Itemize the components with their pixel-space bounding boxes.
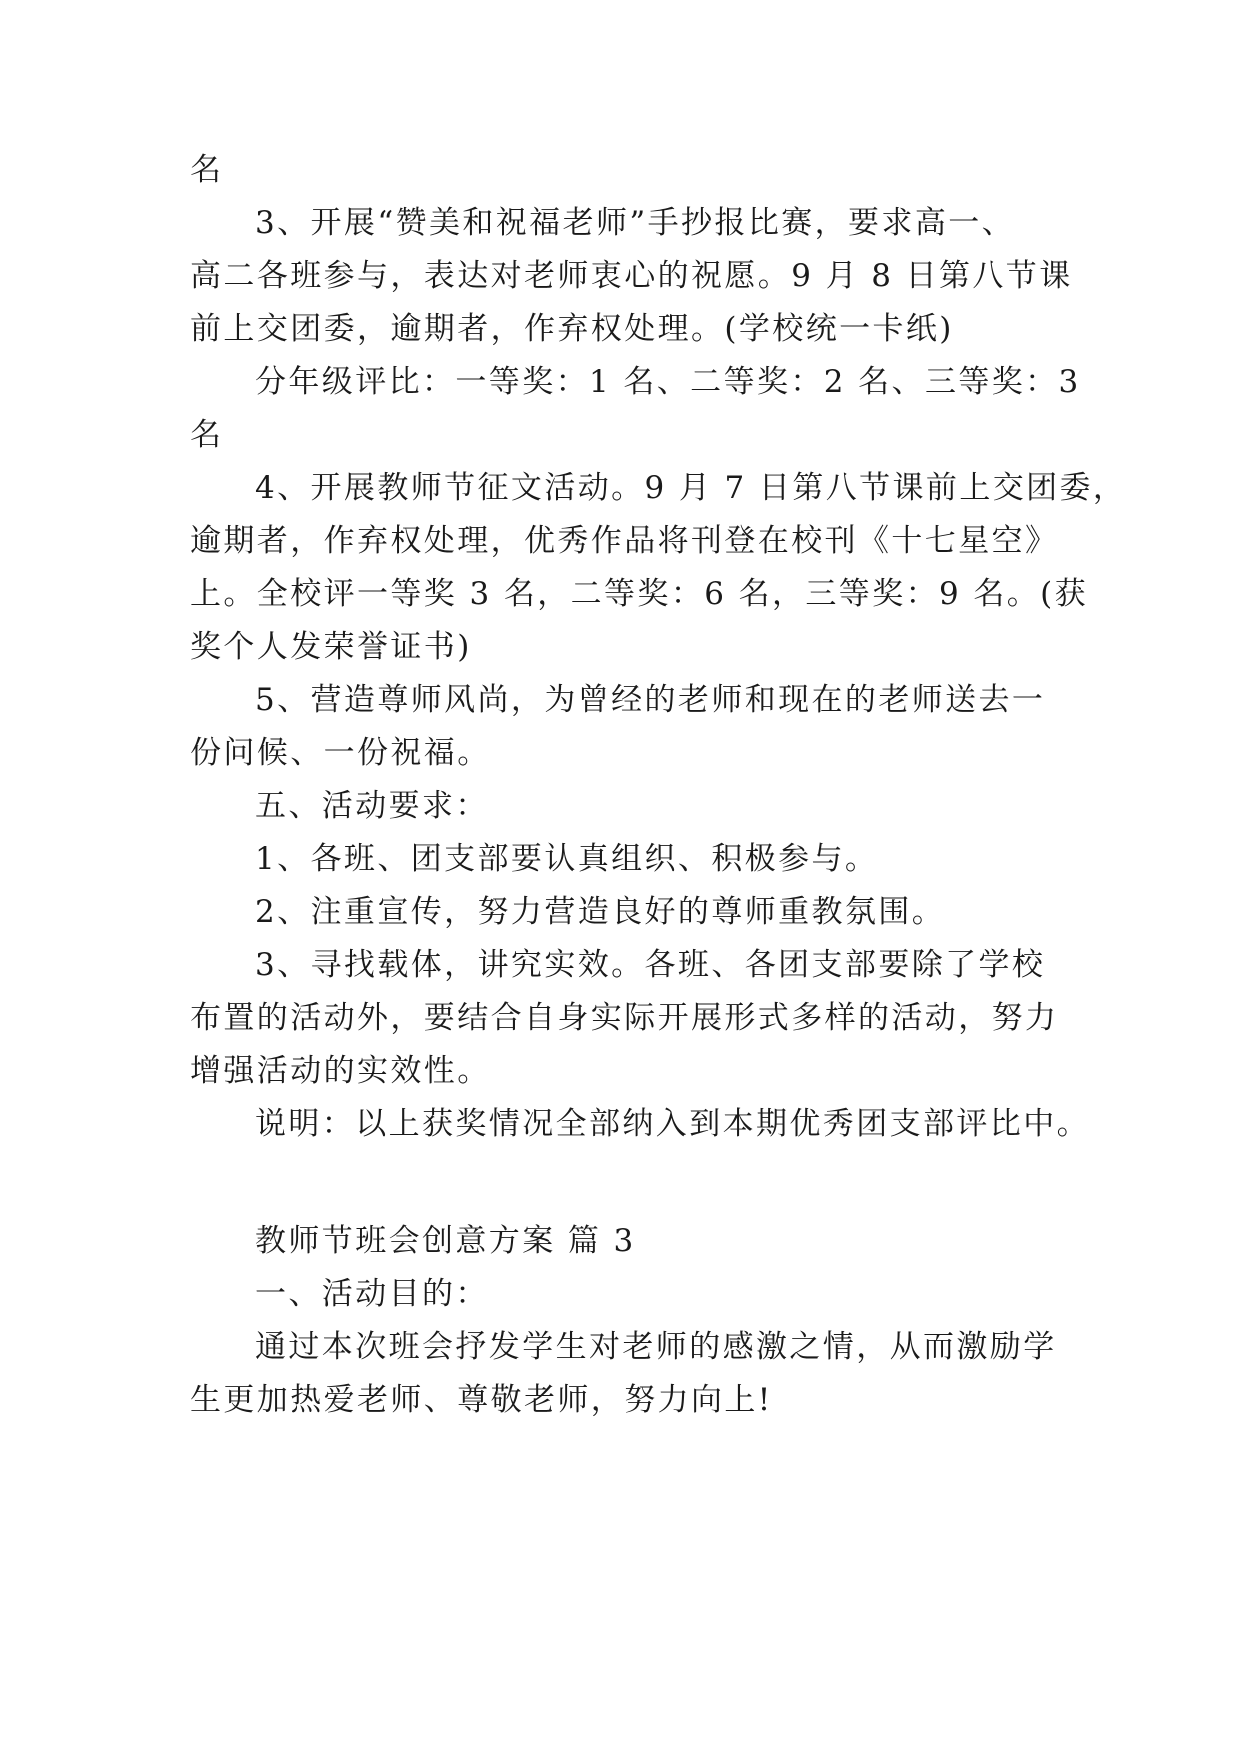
text-line: 名 [190,417,224,453]
text-line: 布置的活动外，要结合自身实际开展形式多样的活动，努力 [190,1000,1059,1036]
text-line: 4、开展教师节征文活动。9 月 7 日第八节课前上交团委， [255,470,1127,506]
text-line: 增强活动的实效性。 [190,1053,491,1089]
text-line: 通过本次班会抒发学生对老师的感激之情，从而激励学 [255,1329,1057,1365]
section-heading: 一、活动目的： [255,1276,489,1312]
text-line: 5、营造尊师风尚，为曾经的老师和现在的老师送去一 [255,682,1046,718]
text-line: 分年级评比：一等奖：1 名、二等奖：2 名、三等奖：3 [255,364,1081,400]
text-line: 前上交团委，逾期者，作弃权处理。(学校统一卡纸) [190,311,954,347]
text-line: 奖个人发荣誉证书) [190,629,472,665]
section-heading: 五、活动要求： [255,788,489,824]
note-line: 说明：以上获奖情况全部纳入到本期优秀团支部评比中。 [255,1106,1090,1142]
text-line: 3、寻找载体，讲究实效。各班、各团支部要除了学校 [255,947,1046,983]
text-line: 份问候、一份祝福。 [190,735,491,771]
text-line: 2、注重宣传，努力营造良好的尊师重教氛围。 [255,894,946,930]
article-title: 教师节班会创意方案 篇 3 [255,1223,636,1259]
text-line: 上。全校评一等奖 3 名，二等奖：6 名，三等奖：9 名。(获 [190,576,1089,612]
text-line: 逾期者，作弃权处理，优秀作品将刊登在校刊《十七星空》 [190,523,1059,559]
text-line: 3、开展“赞美和祝福老师”手抄报比赛，要求高一、 [255,205,1016,241]
text-line: 高二各班参与，表达对老师衷心的祝愿。9 月 8 日第八节课 [190,258,1073,294]
text-line: 生更加热爱老师、尊敬老师，努力向上! [190,1382,773,1418]
text-line: 名 [190,152,224,188]
text-line: 1、各班、团支部要认真组织、积极参与。 [255,841,879,877]
